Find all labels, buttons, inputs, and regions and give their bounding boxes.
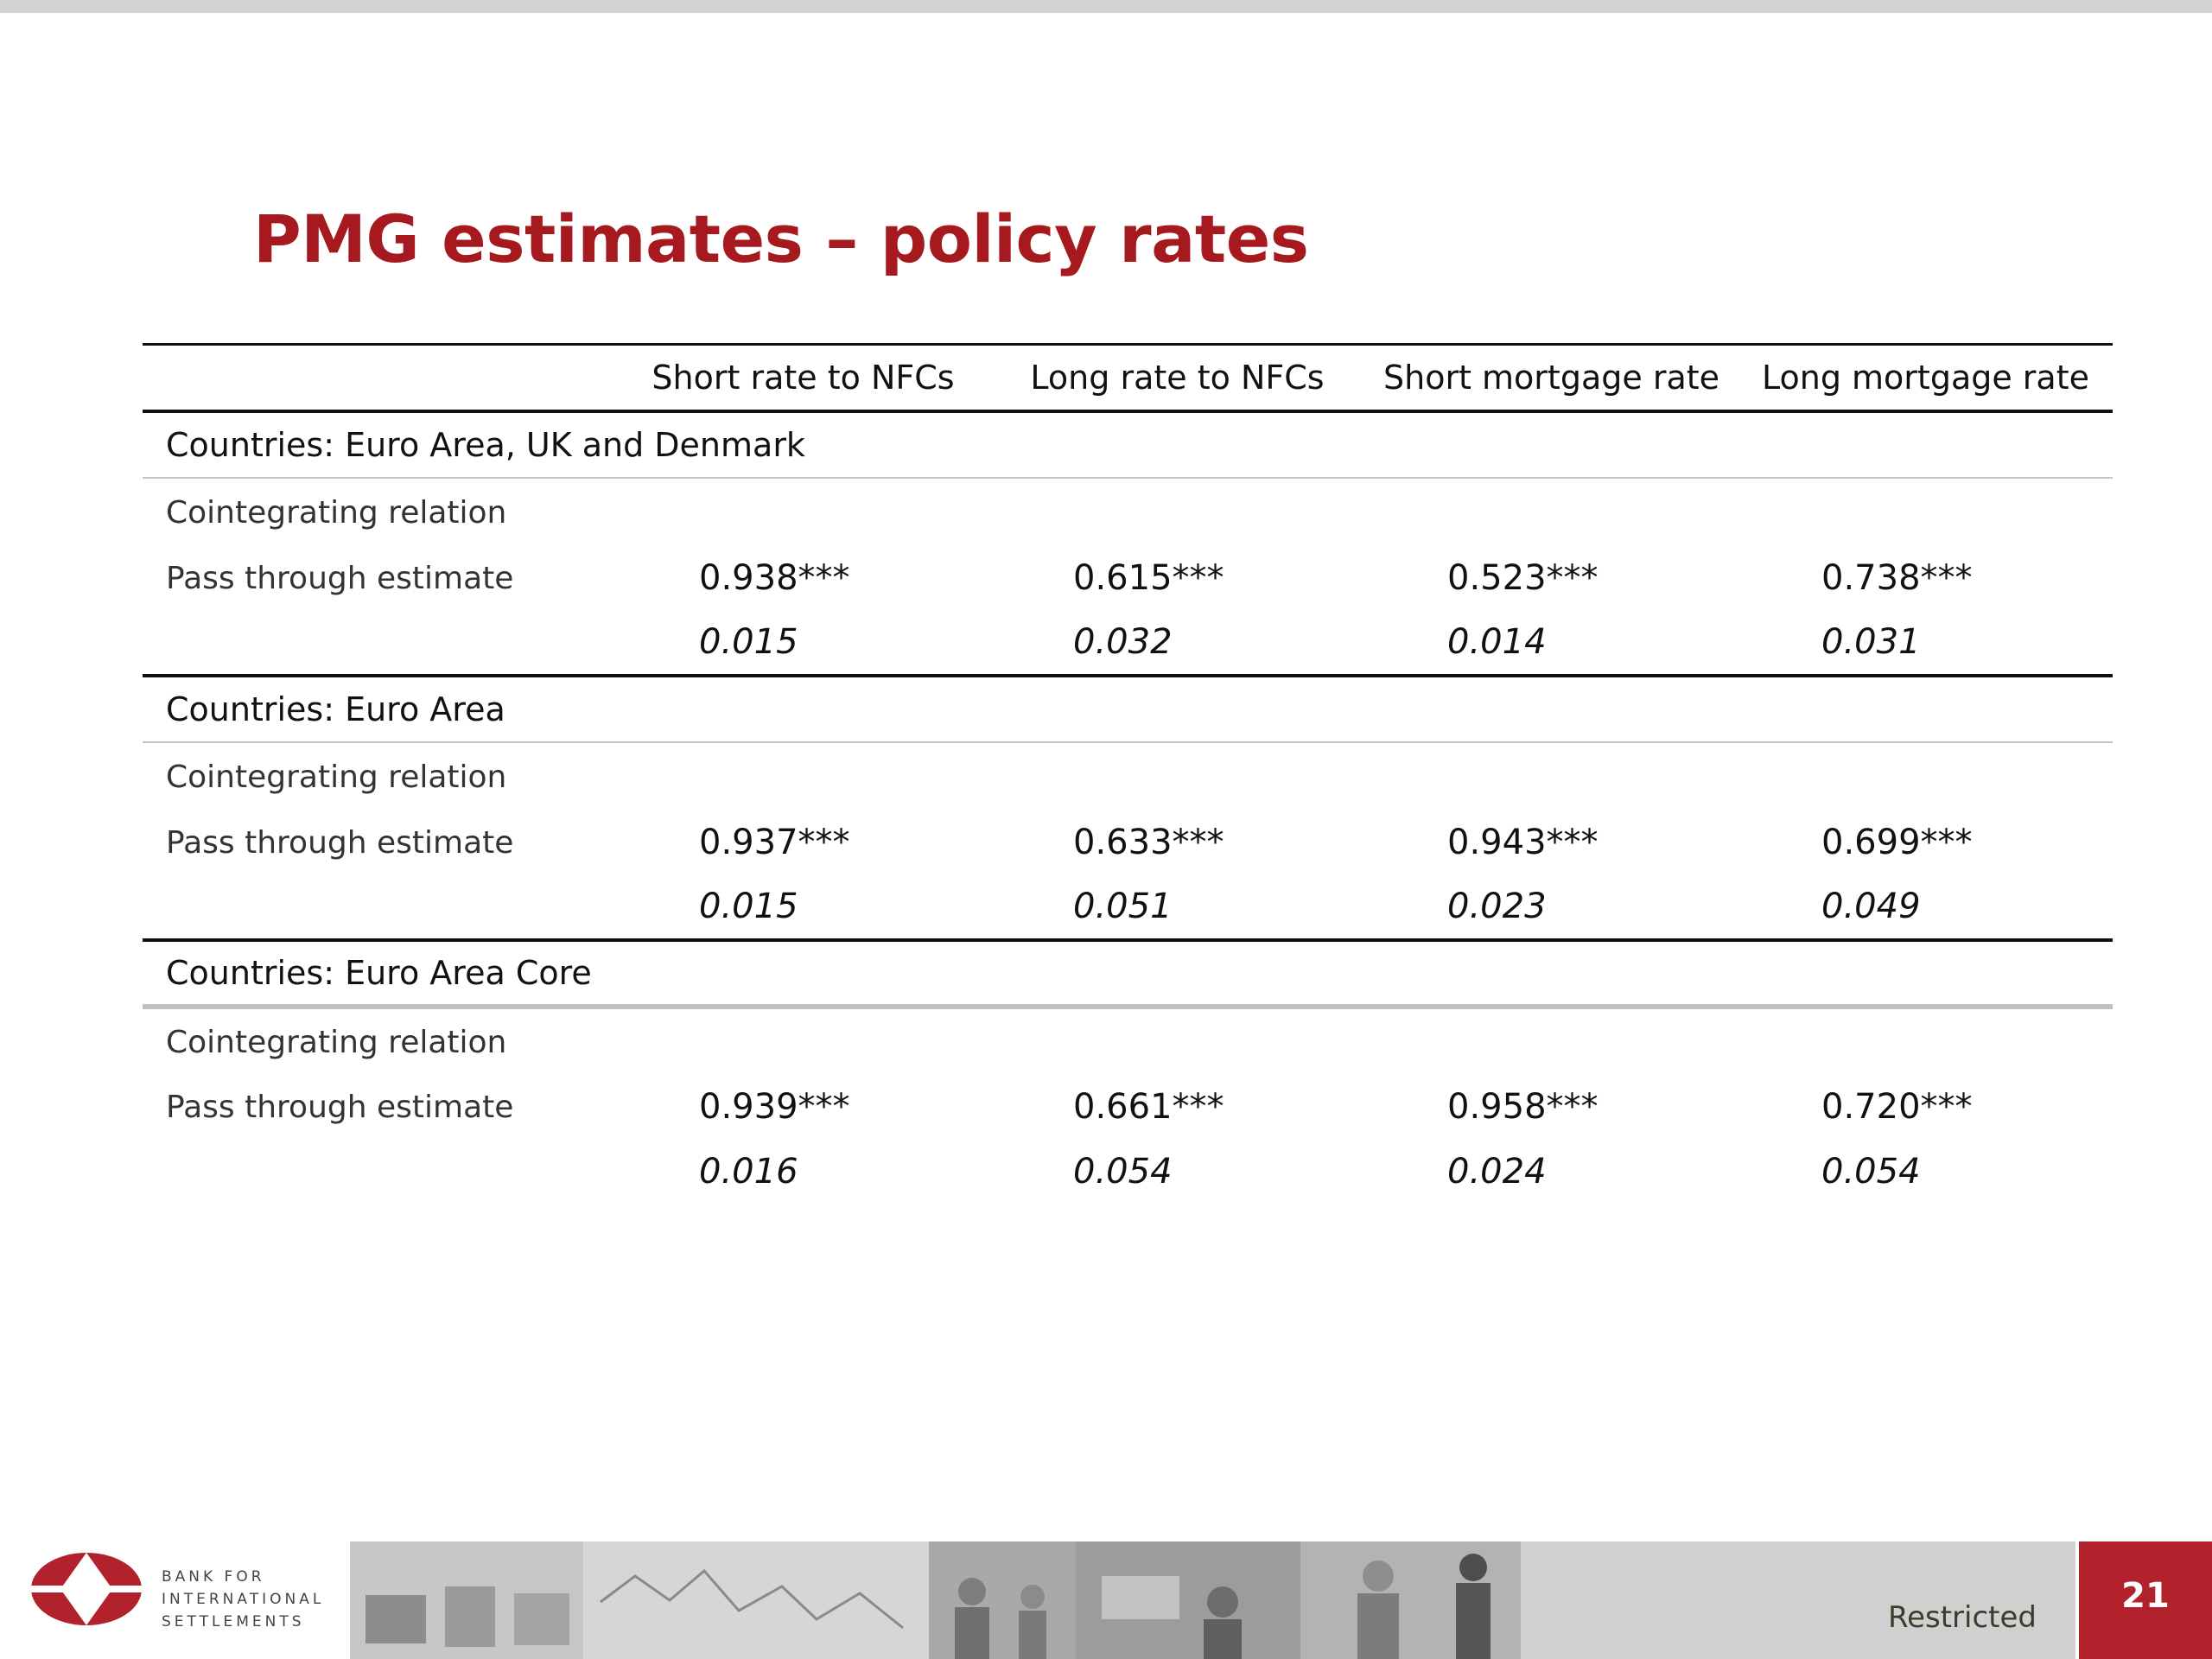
- std-error-cell: 0.024: [1447, 1151, 1547, 1192]
- group-heading-row: [143, 411, 2113, 478]
- std-error-cell: 0.031: [1738, 610, 2113, 676]
- estimate-cell: 0.943***: [1447, 823, 1599, 862]
- estimate-cell: 0.523***: [1447, 558, 1599, 598]
- org-name-line: SETTLEMENTS: [162, 1613, 305, 1630]
- std-error-cell: 0.054: [1821, 1151, 1921, 1192]
- row-label: Pass through estimate: [166, 824, 514, 861]
- pmg-estimates-table: [143, 343, 2113, 1205]
- row-label: Pass through estimate: [166, 1089, 514, 1125]
- row-label: Pass through estimate: [166, 560, 514, 596]
- org-name-line: INTERNATIONAL: [162, 1591, 325, 1608]
- estimate-row: [143, 811, 2113, 874]
- estimate-cell: 0.738***: [1821, 558, 1973, 598]
- photo-strip-image: [350, 1541, 1521, 1659]
- std-error-cell: 0.015: [616, 610, 990, 676]
- subheading-row: [143, 1007, 2113, 1076]
- estimate-cell: 0.633***: [1073, 823, 1224, 862]
- group-heading-row: [143, 676, 2113, 742]
- estimate-cell: 0.939***: [699, 1087, 850, 1127]
- subheading: Cointegrating relation: [166, 1024, 507, 1060]
- estimate-cell: 0.615***: [1073, 558, 1224, 598]
- page-number-box: [2075, 1541, 2212, 1659]
- estimate-cell: 0.938***: [699, 558, 850, 598]
- std-error-cell: 0.054: [1073, 1151, 1173, 1192]
- group-heading: Countries: Euro Area Core: [143, 940, 2113, 1007]
- org-name-line: BANK FOR: [162, 1568, 265, 1586]
- column-header: Long mortgage rate: [1738, 345, 2113, 411]
- estimate-row: [143, 547, 2113, 610]
- top-border-bar: [0, 0, 2212, 13]
- column-header: Short rate to NFCs: [616, 345, 990, 411]
- std-error-cell: 0.015: [616, 874, 990, 940]
- std-error-cell: 0.032: [990, 610, 1364, 676]
- bis-logo: [0, 1541, 350, 1659]
- bis-logo-icon: [29, 1550, 143, 1628]
- group-heading: Countries: Euro Area, UK and Denmark: [143, 411, 2113, 478]
- std-error-cell: 0.049: [1738, 874, 2113, 940]
- subheading-row: [143, 742, 2113, 811]
- column-header: [143, 345, 616, 411]
- subheading: Cointegrating relation: [166, 759, 507, 795]
- std-error-cell: 0.051: [990, 874, 1364, 940]
- group-heading-row: [143, 940, 2113, 1007]
- column-header: Short mortgage rate: [1364, 345, 1738, 411]
- std-error-cell: 0.014: [1364, 610, 1738, 676]
- page-number: 21: [2121, 1576, 2170, 1616]
- group-heading: Countries: Euro Area: [143, 676, 2113, 742]
- table-header-row: [143, 345, 2113, 411]
- subheading: Cointegrating relation: [166, 494, 507, 531]
- slide-footer: [0, 1541, 2212, 1659]
- estimate-cell: 0.937***: [699, 823, 850, 862]
- estimate-cell: 0.661***: [1073, 1087, 1224, 1127]
- std-error-row: [143, 1139, 2113, 1205]
- column-header: Long rate to NFCs: [990, 345, 1364, 411]
- estimate-row: [143, 1076, 2113, 1139]
- org-name: [162, 1566, 324, 1633]
- estimate-cell: 0.699***: [1821, 823, 1973, 862]
- std-error-row: [143, 610, 2113, 676]
- std-error-cell: 0.016: [699, 1151, 798, 1192]
- std-error-row: [143, 874, 2113, 940]
- std-error-cell: 0.023: [1364, 874, 1738, 940]
- empty-cell: [143, 874, 616, 940]
- estimate-cell: 0.958***: [1447, 1087, 1599, 1127]
- estimate-cell: 0.720***: [1821, 1087, 1973, 1127]
- empty-cell: [143, 1139, 616, 1205]
- subheading-row: [143, 478, 2113, 547]
- classification-label: Restricted: [1888, 1600, 2037, 1635]
- empty-cell: [143, 610, 616, 676]
- slide-title: PMG estimates – policy rates: [253, 200, 1309, 277]
